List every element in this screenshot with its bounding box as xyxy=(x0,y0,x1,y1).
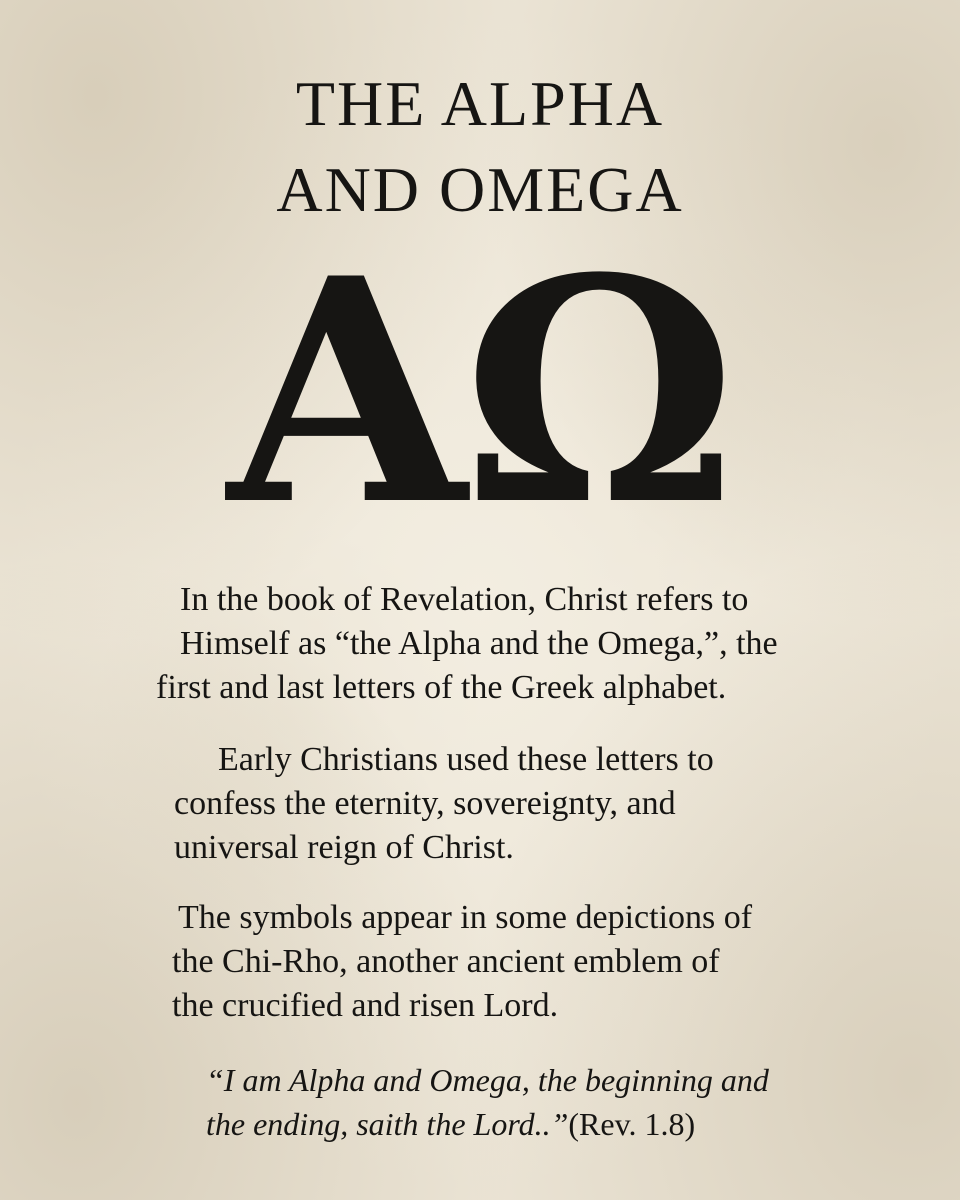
scripture-quote xyxy=(206,1058,769,1146)
paragraph-line: the Chi-Rho, another ancient emblem of xyxy=(172,943,720,980)
paragraph-line: Himself as “the Alpha and the Omega,”, the xyxy=(180,625,778,662)
paragraph-line: Early Christians used these letters to xyxy=(218,741,714,778)
quote-line-1: “I am Alpha and Omega, the beginning and xyxy=(206,1062,769,1098)
title-line-1: THE ALPHA xyxy=(295,68,665,139)
title-line-2: AND OMEGA xyxy=(276,154,684,225)
paragraph-early-christians xyxy=(174,738,714,870)
quote-line-2: the ending, saith the Lord..” xyxy=(206,1106,569,1142)
quote-reference: (Rev. 1.8) xyxy=(568,1106,696,1142)
paragraph-line: confess the eternity, sovereignty, and xyxy=(174,785,676,822)
paragraph-line: The symbols appear in some depictions of xyxy=(178,899,753,936)
paragraph-revelation xyxy=(156,578,778,710)
paragraph-line: the crucified and risen Lord. xyxy=(172,987,559,1024)
paragraph-line: universal reign of Christ. xyxy=(174,829,514,866)
paragraph-line: In the book of Revelation, Christ refers to xyxy=(180,581,749,618)
paragraph-line: first and last letters of the Greek alphabet. xyxy=(156,669,727,706)
alpha-omega-symbol: AΩ xyxy=(227,211,733,573)
paragraph-chi-rho xyxy=(172,896,752,1028)
